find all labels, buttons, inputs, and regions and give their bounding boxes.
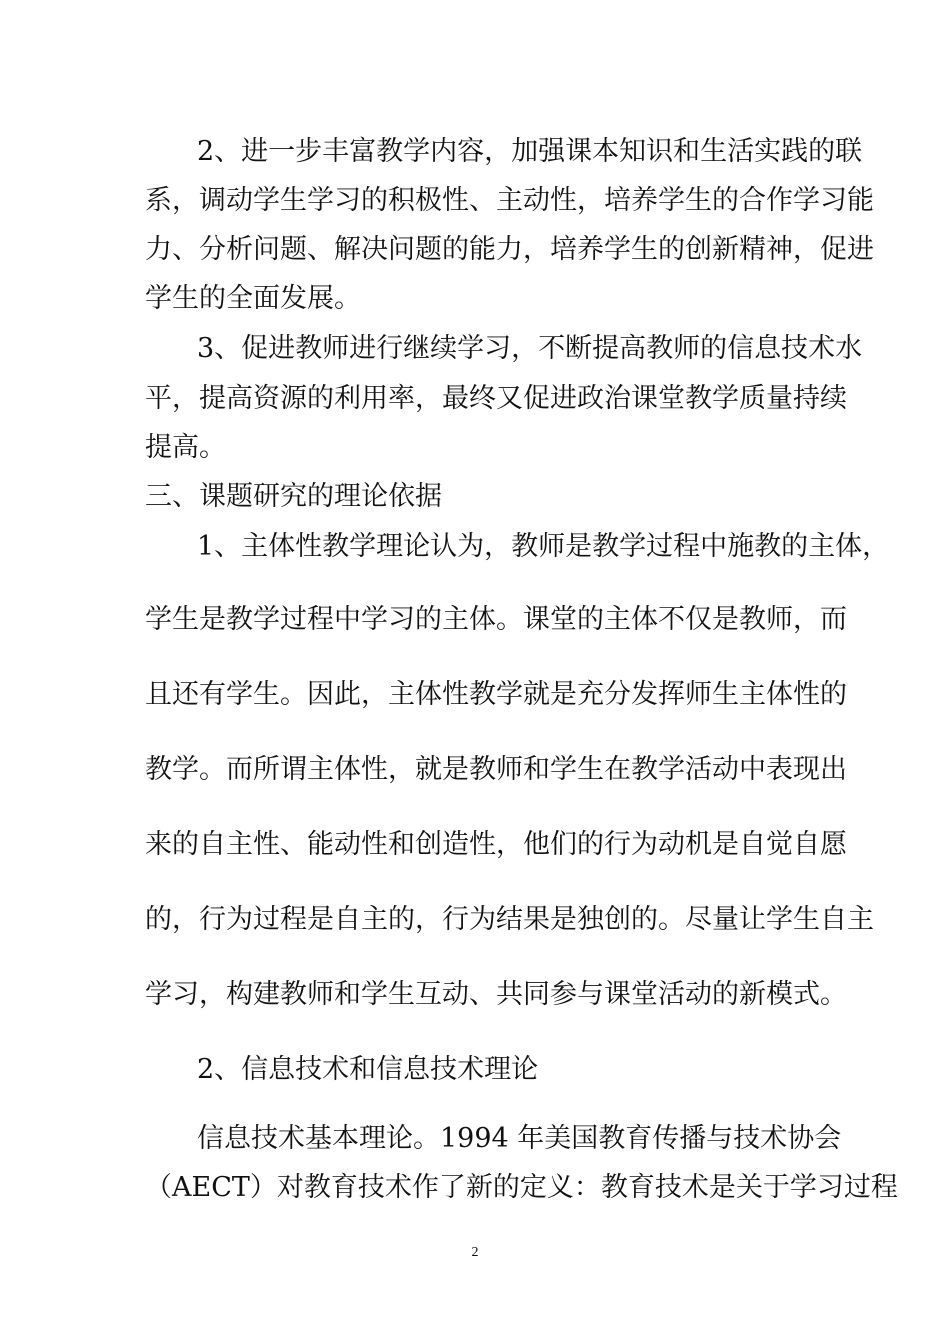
- theory-1-line-7: 学习，构建教师和学生互动、共同参与课堂活动的新模式。: [145, 979, 847, 1010]
- paragraph-2-line-3: 力、分析问题、解决问题的能力，培养学生的创新精神，促进: [145, 234, 874, 265]
- theory-1-line-4: 教学。而所谓主体性，就是教师和学生在教学活动中表现出: [145, 754, 847, 785]
- paragraph-2-line-1: 2、进一步丰富教学内容，加强课本知识和生活实践的联: [197, 136, 863, 167]
- paragraph-2-line-2: 系，调动学生学习的积极性、主动性，培养学生的合作学习能: [145, 185, 874, 216]
- paragraph-3-line-2: 平，提高资源的利用率，最终又促进政治课堂教学质量持续: [145, 383, 847, 414]
- paragraph-3-line-3: 提高。: [145, 432, 226, 463]
- theory-2-line-2: （AECT）对教育技术作了新的定义：教育技术是关于学习过程: [145, 1172, 898, 1203]
- section-heading: 三、课题研究的理论依据: [145, 481, 442, 512]
- theory-1-line-1: 1、主体性教学理论认为，教师是教学过程中施教的主体，: [197, 531, 890, 562]
- theory-1-line-5: 来的自主性、能动性和创造性，他们的行为动机是自觉自愿: [145, 829, 847, 860]
- theory-2-line-1: 信息技术基本理论。1994 年美国教育传播与技术协会: [197, 1123, 842, 1154]
- subheading-2: 2、信息技术和信息技术理论: [197, 1054, 539, 1085]
- theory-1-line-2: 学生是教学过程中学习的主体。课堂的主体不仅是教师，而: [145, 604, 847, 635]
- theory-1-line-6: 的，行为过程是自主的，行为结果是独创的。尽量让学生自主: [145, 904, 874, 935]
- theory-1-line-3: 且还有学生。因此，主体性教学就是充分发挥师生主体性的: [145, 679, 847, 710]
- page-number: 2: [471, 1245, 479, 1260]
- paragraph-2-line-4: 学生的全面发展。: [145, 283, 361, 314]
- paragraph-3-line-1: 3、促进教师进行继续学习，不断提高教师的信息技术水: [197, 333, 863, 364]
